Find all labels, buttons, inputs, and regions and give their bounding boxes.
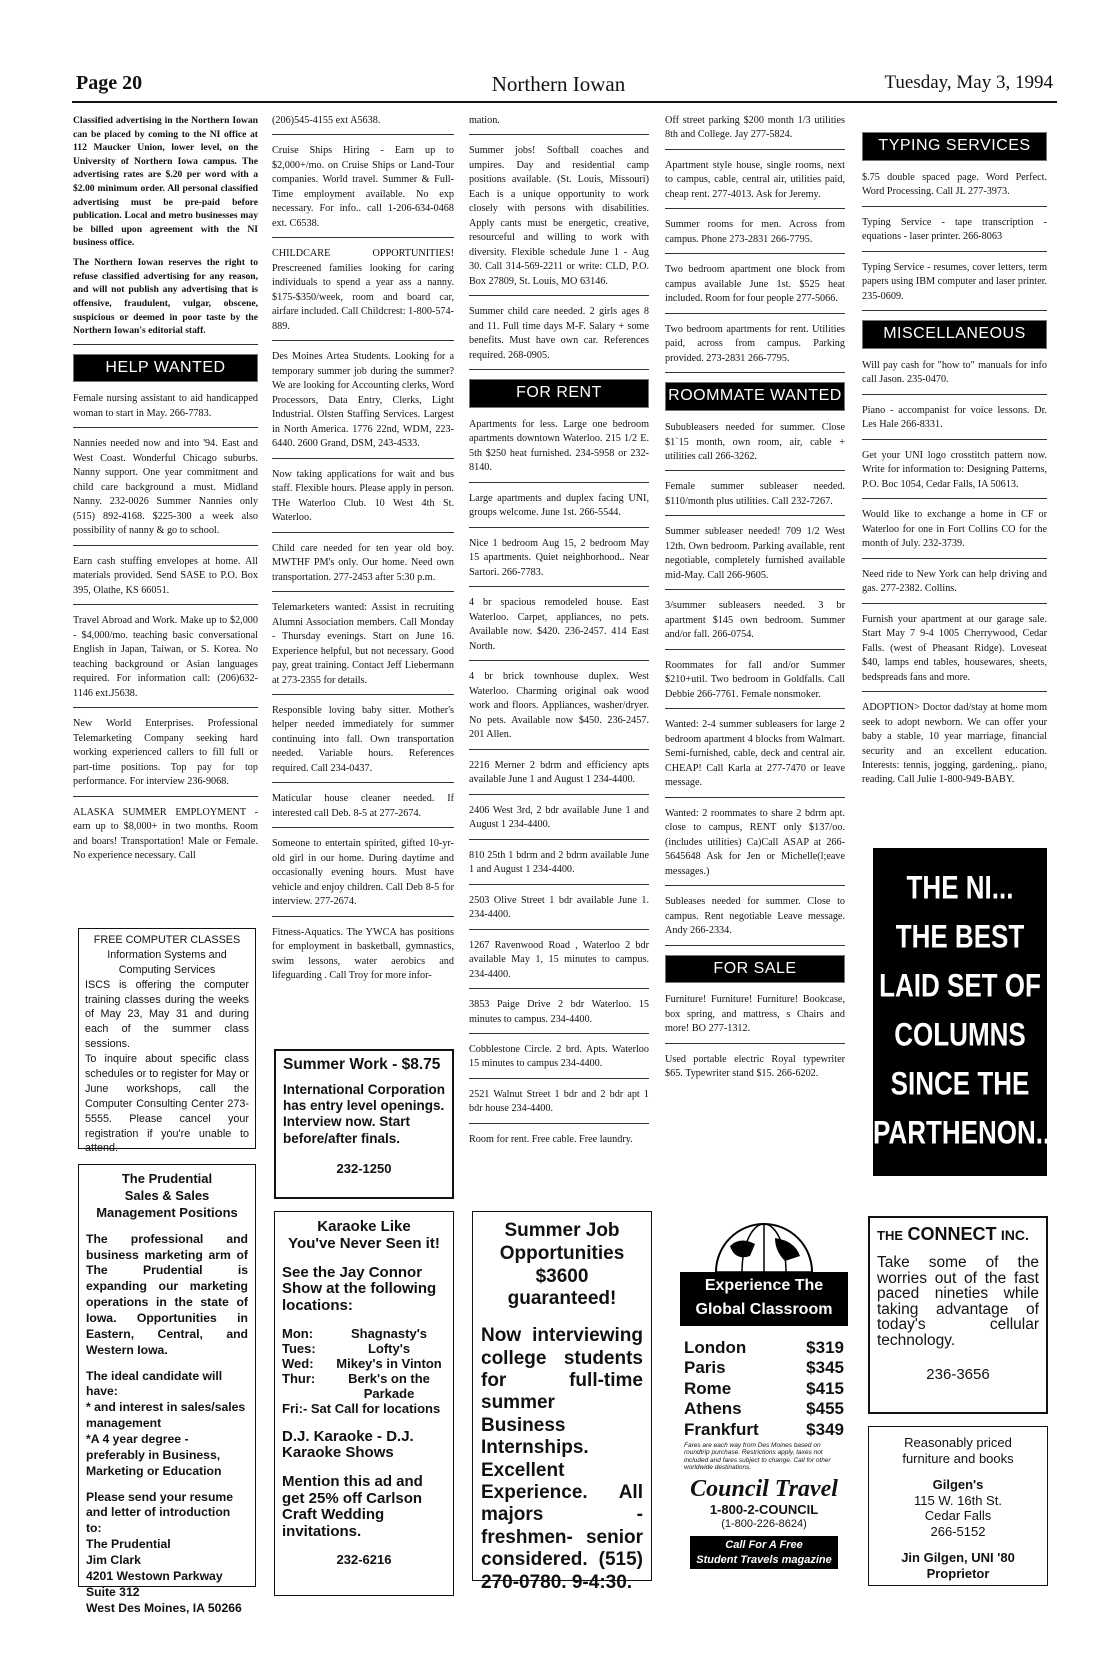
column-2 (272, 114, 454, 984)
ad-phone: 1-800-2-COUNCIL (709, 1502, 819, 1518)
promo-line: THE BEST (895, 917, 1025, 955)
rental-ad: 2216 Merner 2 bdrm and efficiency apts available June 1 and August 1 234-4400. (469, 759, 649, 795)
column-5 (862, 128, 1047, 788)
promo-line: COLUMNS (894, 1015, 1026, 1053)
classified-ad: New World Enterprises. Professional Telemarketing Company seeking hard working experienced callers to fill full or part-time positions. Top pay for top performance. For interview 236-9068. (73, 717, 258, 796)
summer-work-ad (274, 1049, 454, 1199)
ad-address: 115 W. 16th St. (914, 1492, 1002, 1508)
classified-ad: Summer jobs! Softball coaches and umpires. Day and residential camp positions available. (St. Louis, Missouri) Each is a unique opportunity to work closely with persons with disabilities. Apply cants must be energetic, creative, resourceful and willing to work with diversity. Flexible schedule June 1 - Aug 30. Call 314-569-2211 or write: CLD, P.O. Box 27809, St. Louis, MO 63146. (469, 144, 649, 296)
ad-body: To inquire about specific class schedules or to register for May or June workshops, call the Computer Consulting Center 273-5555. Please cancel your registration if you're unable to attend. (85, 1053, 249, 1155)
ad-body: Reasonably priced (904, 1435, 1012, 1450)
ad-body: Take some of the worries out of the fast paced nineties while taking advantage of today's cellular technology. (877, 1254, 1039, 1349)
ad-body: The ideal candidate will have: (86, 1368, 223, 1399)
for-sale-ad: Furniture! Furniture! Furniture! Bookcase, box spring, and mattress, s Chairs and more! BO 277-1312. (665, 993, 845, 1043)
schedule-venue: Shagnasty's (350, 1325, 428, 1341)
fare-row (684, 1338, 844, 1358)
ad-owner-title: Proprietor (926, 1566, 990, 1582)
fare-fine-print: Fares are each way from Des Moines based on roundtrip purchase. Restrictions apply, taxes not included and fares subject to change. Call for other worldwide destinations. (684, 1441, 831, 1472)
ad-phone: 232-6216 (336, 1552, 392, 1568)
misc-ad: Need ride to New York can help driving and gas. 277-2382. Collins. (862, 568, 1047, 604)
section-typing-services: TYPING SERVICES (862, 132, 1047, 161)
section-for-rent: FOR RENT (469, 379, 649, 408)
ad-headline: Global Classroom (695, 1301, 833, 1318)
schedule-day: Thur: (282, 1370, 316, 1386)
fare-row (684, 1379, 844, 1399)
promo-line: LAID SET OF (879, 966, 1041, 1004)
ad-body: Now interviewing college students for full-time summer Business Internships. Excellent Experience. All majors - freshmen- senior considered. (515) 270-0780. 9-4:30. (481, 1325, 643, 1593)
rental-ad: Room for rent. Free cable. Free laundry. (469, 1133, 633, 1145)
column-3 (469, 114, 649, 1147)
classified-ad: Two bedroom apartments for rent. Utilities paid, across from campus. Parking provided. 273-2831 266-7795. (665, 323, 845, 373)
schedule-venue: Berk's on the Parkade (348, 1370, 430, 1401)
ad-subtitle: Computing Services (118, 963, 216, 976)
fare-row (684, 1420, 844, 1440)
ad-body: The professional and business marketing arm of The Prudential is expanding our marketing operations in the state of Iowa. Opportunities in Eastern, Central, and Western Iowa. (86, 1231, 248, 1357)
rental-ad: 2406 West 3rd, 2 bdr available June 1 and August 1 234-4400. (469, 804, 649, 840)
ad-phone: (1-800-226-8624) (721, 1518, 807, 1531)
newspaper-title: Northern Iowan (491, 72, 626, 96)
schedule-venue: Mikey's in Vinton (336, 1355, 442, 1371)
ad-body: See the Jay Connor Show at the following locations: (282, 1263, 437, 1315)
classified-ad: mation. (469, 114, 649, 135)
fare-price: $455 (806, 1399, 844, 1419)
typing-ad: $.75 double spaced page. Word Perfect. Word Processing. Call JL 277-3973. (862, 171, 1047, 207)
classified-ad: Telemarketers wanted: Assist in recruiting Alumni Association members. Call Monday - Thursday evenings. Start on June 16. Experience helpful, but not necessary. Good pay, great training. Contact Jeff Liebermann at 273-2355 for details. (272, 601, 454, 695)
ad-brand: CONNECT (907, 1224, 997, 1244)
rental-ad: 1267 Ravenwood Road , Waterloo 2 bdr available May 1, 15 minutes to campus. 234-4400. (469, 939, 649, 989)
promo-line: THE NI... (906, 868, 1014, 906)
gilgen-ad (868, 1426, 1048, 1586)
ad-brand: THE (877, 1228, 903, 1243)
ad-phone: 236-3656 (926, 1366, 990, 1383)
typing-ad: Typing Service - tape transcription - equations - laser printer. 266-8063 (862, 216, 1047, 252)
brand-logo: Council Travel (690, 1475, 838, 1502)
header-rule (72, 101, 1057, 103)
classified-ad: Fitness-Aquatics. The YWCA has positions for employment in basketball, gymnastics, swim lessons, water aerobics and lifeguarding . Call Troy for more infor- (272, 926, 454, 982)
classified-ad: Nannies needed now and into '94. East and West Coast. Wonderful Chicago suburbs. Nanny support. One year commitment and child care background a must. Midland Nanny. 232-0026 Summer Nannies only (515) 892-4168. $225-300 a week also possibility of nanny & go to school. (73, 437, 258, 545)
cta-text: Student Travels magazine (696, 1553, 832, 1566)
roommate-ad: Sububleasers needed for summer. Close $1`15 month, own room, air, cable + utilities call 266-3262. (665, 421, 845, 471)
rental-ad: 2521 Walnut Street 1 bdr and 2 bdr apt 1 bdr house 234-4400. (469, 1088, 649, 1124)
fare-price: $319 (806, 1338, 844, 1357)
ad-brand: INC. (1000, 1227, 1029, 1243)
classified-ad: Child care needed for ten year old boy. MWTHF PM's only. Our home. Need own transportation. 277-2453 after 5:30 p.m. (272, 542, 454, 592)
cta-text: Call For A Free (725, 1539, 803, 1552)
roommate-ad: 3/summer subleasers needed. 3 br apartment $145 own bedroom. Summer and/or fall. 266-0754. (665, 599, 845, 649)
karaoke-ad (274, 1211, 454, 1596)
ad-body: D.J. Karaoke - D.J. Karaoke Shows (282, 1427, 414, 1462)
ad-title: Sales & Sales (124, 1187, 210, 1203)
ad-body: Please send your resume and letter of introduction to: (86, 1489, 233, 1536)
classified-ad: Earn cash stuffing envelopes at home. All materials provided. Send SASE to P.O. Box 395, Olathe, KS 66051. (73, 555, 258, 605)
ad-address: Jim Clark (86, 1553, 141, 1567)
promo-line: PARTHENON... (873, 1113, 1058, 1151)
classified-ad: Someone to entertain spirited, gifted 10-yr-old girl in our home. During daytime and occasionally evening hours. Must have vehicle and enjoy children. Call Deb 8-5 for interview. 277-2674. (272, 837, 454, 916)
ad-body: International Corporation has entry level openings. Interview now. Start before/after finals. (283, 1082, 445, 1146)
schedule-day: Wed: (282, 1355, 314, 1371)
computer-classes-ad (78, 928, 256, 1155)
rental-ad: 4 br brick townhouse duplex. West Waterloo. Charming original oak wood work and floors. Appliances, washer/dryer. No pets. Available now $450. 236-2457. 201 Allen. (469, 670, 649, 749)
ad-body: * and interest in sales/sales management (86, 1400, 246, 1431)
column-4 (665, 114, 845, 1082)
classified-ad: Summer rooms for men. Across from campus. Phone 273-2831 266-7795. (665, 218, 845, 254)
rental-ad: Large apartments and duplex facing UNI, groups welcome. June 1st. 266-5544. (469, 492, 649, 528)
prudential-ad (78, 1164, 256, 1615)
ad-phone: 266-5152 (930, 1524, 986, 1540)
fare-row (684, 1399, 844, 1419)
column-1 (73, 114, 258, 864)
rental-ad: Nice 1 bedroom Aug 15, 2 bedroom May 15 apartments. Quiet neighborhood.. Near Sartori. 266-7783. (469, 537, 649, 587)
fare-price: $349 (806, 1419, 844, 1439)
roommate-ad: Female summer subleaser needed. $110/month plus utilities. Call 232-7267. (665, 480, 845, 516)
ad-title: FREE COMPUTER CLASSES (93, 934, 241, 946)
roommate-ad: Wanted: 2 roommates to share 2 bdrm apt. close to campus, RENT only $137/oo.(includes utilities) Ca)Call ASAP at 266-5645648 Ask for Jen or Michelle(l;eave messages.) (665, 807, 845, 886)
fare-city: Athens (684, 1399, 742, 1419)
rental-ad: 2503 Olive Street 1 bdr available June 1. 234-4400. (469, 894, 649, 930)
ad-title: Management Positions (96, 1204, 238, 1220)
misc-ad: Get your UNI logo crosstitch pattern now. Write for information to: Designing Patterns, P.O. Boc 1054, Cedar Falls, IA 50613. (862, 449, 1047, 499)
classified-ad: Apartment style house, single rooms, next to campus, cable, central air, utilities paid, cheap rent. 277-4013. Ask for Jeremy. (665, 159, 845, 209)
ad-title: The Prudential (121, 1171, 213, 1186)
connect-ad (868, 1216, 1048, 1414)
fare-price: $345 (806, 1358, 844, 1378)
roommate-ad: Summer subleaser needed! 709 1/2 West 12th. Own bedroom. Parking available, rent negotiable, completely furnished available mid-May. Call 266-9605. (665, 525, 845, 590)
ad-address: 4201 Westown Parkway (86, 1568, 223, 1583)
classified-ad: Des Moines Artea Students. Looking for a temporary summer job during the summer? We are looking for Accounting clerks, Word Processors, Data Entry, Clerks, Light Industrial. Olsten Staffing Services. Largest in North America. 1776 22nd, WDM, 223-6440. 2600 Grand, DSM, 243-4533. (272, 350, 454, 458)
page-number: Page 20 (76, 72, 143, 94)
classified-ad: Summer child care needed. 2 girls ages 8 and 11. Full time days M-F. Salary + some benefits. Must have own car. References required. 268-0905. (469, 305, 649, 370)
roommate-ad: Roommates for fall and/or Summer $210+util. Two bedroom in Goldfalls. Call Debbie 266-7761. Female nonsmoker. (665, 659, 845, 709)
promo-line: SINCE THE (890, 1064, 1030, 1102)
misc-ad: Will pay cash for "how to" manuals for info call Jason. 235-0470. (862, 359, 1047, 395)
roommate-ad: Wanted: 2-4 summer subleasers for large 2 bedroom apartment 4 blocks from Walmart. Semi-furnished, cable, deck and central air. CHEAP! Call Karla at 277-7470 or leave message. (665, 718, 845, 797)
classified-ad: Maticular house cleaner needed. If interested call Deb. 8-5 at 277-2674. (272, 792, 454, 828)
ad-address: Cedar Falls (924, 1508, 992, 1524)
ad-title: Karaoke Like (317, 1218, 411, 1235)
ad-body: furniture and books (902, 1450, 1014, 1466)
classified-ad: Travel Abroad and Work. Make up to $2,000 - $4,000/mo. teaching basic conversational English in Japan, Taiwan, or S. Korea. No teaching background or Asian languages required. For information call: (206)632-1146 ext.J5638. (73, 614, 258, 708)
ad-address: West Des Moines, IA 50266 (86, 1600, 242, 1615)
fare-city: Frankfurt (684, 1419, 759, 1439)
classified-ad: (206)545-4155 ext A5638. (272, 114, 454, 135)
promo-banner (873, 848, 1058, 1176)
fare-row (684, 1358, 844, 1378)
roommate-ad: Subleases needed for summer. Close to campus. Rent negotiable Leave message. Andy 266-2334. (665, 895, 845, 945)
ad-body: *A 4 year degree - preferably in Business, Marketing or Education (86, 1431, 222, 1478)
classified-ad: CHILDCARE OPPORTUNITIES! Prescreened families looking for caring individuals to spend a year ass a nanny. $175-$350/week, room and board car, airfare included. Call Childcrest: 1-800-574-889. (272, 247, 454, 341)
fare-city: London (684, 1338, 747, 1357)
misc-ad: ADOPTION> Doctor dad/stay at home mom seek to adopt newborn. We can offer your baby a stable, 10 year marriage, financial security and an excellent education. Interests: tennis, jogging, gardening,. piano, reading. Call Julie 1-800-949-BABY. (862, 702, 1047, 786)
ad-title: Summer Job Opportunities $3600 guaranteed! (499, 1220, 625, 1310)
ad-phone: 232-1250 (336, 1160, 392, 1176)
section-for-sale: FOR SALE (665, 955, 845, 984)
schedule-day: Tues: (282, 1340, 316, 1356)
section-roommate-wanted: ROOMMATE WANTED (665, 382, 845, 411)
classified-ad: Now taking applications for wait and bus staff. Flexible hours. Please apply in person. THe Waterloo Club. 10 West 4th St. Waterloo. (272, 468, 454, 533)
classified-ad: Responsible loving baby sitter. Mother's helper needed immediately for summer continuing into fall. Own transportation needed. Variable hours. References required. Call 234-0437. (272, 704, 454, 783)
ad-title: You've Never Seen it! (288, 1235, 440, 1253)
ad-address: Suite 312 (86, 1584, 140, 1599)
rental-ad: Apartments for less. Large one bedroom apartments downtown Waterloo. 215 1/2 E. 5th $250 heat furnished. 234-5958 or 232-8140. (469, 418, 649, 483)
rental-ad: 3853 Paige Drive 2 bdr Waterloo. 15 minutes to campus. 234-4400. (469, 998, 649, 1034)
ad-subtitle: Information Systems and (107, 948, 227, 961)
schedule-friday: Fri:- Sat Call for locations (282, 1400, 441, 1416)
classified-ad: ALASKA SUMMER EMPLOYMENT - earn up to $8,000+ in two months. Room and boars! Transportation! Male or Female. No experience necessary. Call (73, 806, 258, 862)
misc-ad: Piano - accompanist for voice lessons. Dr. Les Hale 266-8331. (862, 404, 1047, 440)
classified-ad: Two bedroom apartment one block from campus available June 1st. $525 heat included. Room for four people 277-5066. (665, 263, 845, 313)
ad-body: ISCS is offering the computer training classes during the weeks of May 23, May 31 and during each of the summer class sessions. (85, 978, 249, 1051)
ad-address: The Prudential (86, 1537, 171, 1552)
issue-date: Tuesday, May 3, 1994 (884, 72, 1053, 93)
classified-ad: Off street parking $200 month 1/3 utilities 8th and College. Jay 277-5824. (665, 114, 845, 150)
misc-ad: Furnish your apartment at our garage sale. Start May 7 9-4 1005 Cherrywood, Cedar Falls. (west of Pheasant Ridge). Loveseat $40, lamps end tables, housewares, sheets, bedspreads fans and more. (862, 613, 1047, 692)
section-help-wanted: HELP WANTED (73, 354, 258, 383)
classified-disclaimer: The Northern Iowan reserves the right to refuse classified advertising for any reason, and will not publish any advertising that is offensive, fraudulent, vulgar, obscene, suspicious or deemed in poor taste by the Northern Iowan's editorial staff. (73, 256, 258, 345)
classified-ad: Cruise Ships Hiring - Earn up to $2,000+/mo. on Cruise Ships or Land-Tour companies. World travel. Summer & Full-Time employment available. No exp necessary. For info.. call 1-206-634-0468 ext. C6538. (272, 144, 454, 238)
classified-ad: Female nursing assistant to aid handicapped woman to start in May. 266-7783. (73, 392, 258, 428)
council-travel-ad (680, 1216, 848, 1586)
fare-city: Paris (684, 1358, 726, 1378)
summer-job-ad (472, 1211, 652, 1593)
typing-ad: Typing Service - resumes, cover letters, term papers using IBM computer and laser printer. 235-0609. (862, 261, 1047, 311)
fare-city: Rome (684, 1378, 732, 1398)
rental-ad: 810 25th 1 bdrm and 2 bdrm available June 1 and August 1 234-4400. (469, 849, 649, 885)
ad-owner: Jin Gilgen, UNI '80 (901, 1550, 1015, 1566)
fare-price: $415 (806, 1378, 844, 1398)
schedule-venue: Lofty's (367, 1340, 411, 1356)
schedule-day: Mon: (282, 1325, 314, 1341)
misc-ad: Would like to exchange a home in CF or Waterloo for one in Fort Collins CO for the month of July. 232-3739. (862, 508, 1047, 558)
classified-policy: Classified advertising in the Northern Iowan can be placed by coming to the NI office at 112 Maucker Union, lower level, on the University of Northern Iowa campus. The advertising rates are $.20 per word with a $2.00 minimum order. All personal classified advertising must be pre-paid before publication. Local and metro businesses may be billed upon agreement with the NI business office. (73, 115, 258, 249)
ad-headline: Experience The (704, 1277, 824, 1294)
section-miscellaneous: MISCELLANEOUS (862, 320, 1047, 349)
ad-offer: Mention this ad and get 25% off Carlson Craft Wedding invitations. (282, 1473, 423, 1540)
ad-title: Summer Work - $8.75 (283, 1056, 441, 1073)
rental-ad: Cobblestone Circle. 2 brd. Apts. Waterloo 15 minutes to campus 234-4400. (469, 1043, 649, 1079)
for-sale-ad: Used portable electric Royal typewriter $65. Typewriter stand $15. 266-6202. (665, 1053, 845, 1080)
rental-ad: 4 br spacious remodeled house. East Waterloo. Carpet, appliances, no pets. Available now. $420. 236-2457. 414 East North. (469, 596, 649, 661)
ad-brand: Gilgen's (932, 1476, 984, 1492)
